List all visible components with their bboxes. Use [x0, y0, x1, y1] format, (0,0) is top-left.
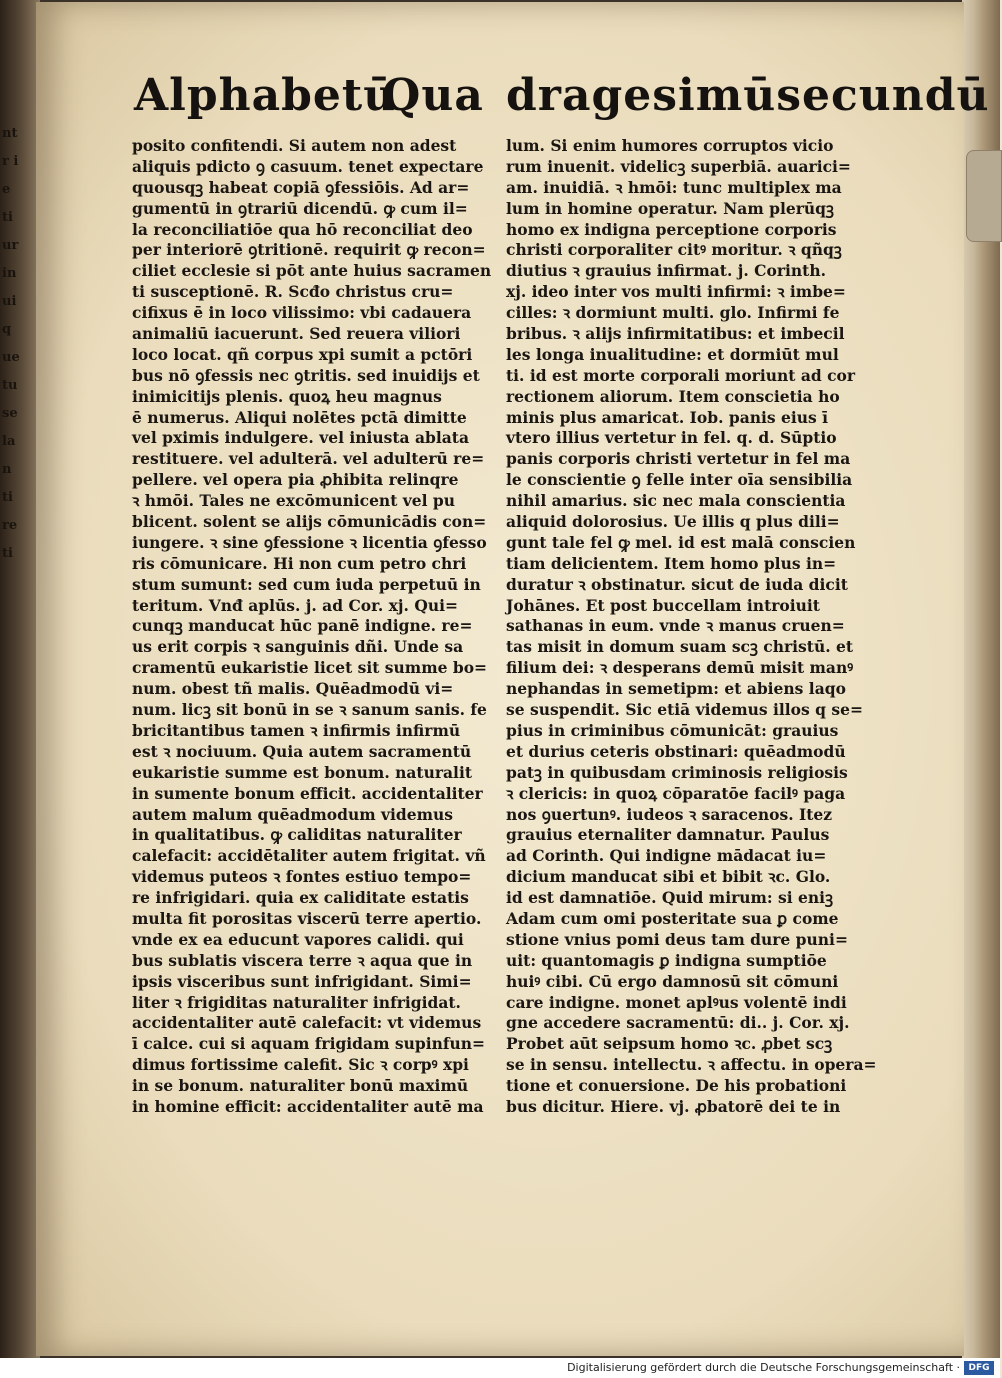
text-line: ē numerus. Aliqui nolētes pctā dimitte: [132, 407, 467, 427]
text-line: stione vnius pomi deus tam dure puni=: [506, 929, 848, 949]
text-line: christi corporaliter citꝰ moritur. ꝛ qñqꝫ: [506, 240, 842, 260]
text-line: in qualitatibus. ꝙ caliditas naturaliter: [132, 825, 462, 845]
text-line: ti. id est morte corporali moriunt ad cor: [506, 365, 856, 385]
left-text-column: [132, 136, 492, 1118]
text-line: per interiorē ꝯtritionē. requirit ꝙ recon=: [132, 240, 486, 260]
footer-bar: [0, 1358, 1000, 1378]
text-line: le conscientie ꝯ felle inter oīa sensibilia: [506, 470, 853, 490]
running-head: [134, 70, 990, 121]
text-line: minis plus amaricat. Iob. panis eius ī: [506, 407, 829, 427]
text-line: bricitantibus tamen ꝛ infirmis infirmū: [132, 720, 461, 740]
text-line: ti susceptionē. R. Scđo christus cru=: [132, 282, 454, 302]
text-line: inimicitijs plenis. quoꝝ heu magnus: [132, 386, 442, 406]
previous-page-edge: [0, 0, 40, 1358]
text-line: teritum. Vnđ aplūs. j. ad Cor. xj. Qui=: [132, 595, 458, 615]
text-line: us erit corpis ꝛ sanguinis dñi. Unde sa: [132, 637, 464, 657]
text-line: iungere. ꝛ sine ꝯfessione ꝛ licentia ꝯfesso: [132, 532, 487, 552]
text-line: ꝛ hmōi. Tales ne excōmunicent vel pu: [132, 491, 456, 511]
text-line: videmus puteos ꝛ fontes estiuo tempo=: [132, 867, 472, 887]
text-line: lum in homine operatur. Nam plerūqꝫ: [506, 198, 834, 218]
text-line: grauius eternaliter damnatur. Paulus: [506, 825, 830, 845]
text-line: aliquis pdicto ꝯ casuum. tenet expectare: [132, 156, 484, 176]
text-line: dimus fortissime calefit. Sic ꝛ corpꝰ xpi: [132, 1055, 469, 1075]
text-line: ad Corinth. Qui indigne mādacat iu=: [506, 846, 827, 866]
text-line: calefacit: accidētaliter autem frigitat. vñ: [132, 846, 486, 866]
text-line: cilles: ꝛ dormiunt multi. glo. Infirmi fe: [506, 303, 840, 323]
text-line: restituere. vel adulterā. vel adulterū re=: [132, 449, 485, 469]
text-line: bus nō ꝯfessis nec ꝯtritis. sed inuidijs et: [132, 365, 480, 385]
book-clasp: [966, 150, 1002, 242]
text-line: tiam delicientem. Item homo plus in=: [506, 553, 837, 573]
text-line: pellere. vel opera pia ꝓhibita relinqre: [132, 470, 459, 490]
text-line: tione et conuersione. De his probationi: [506, 1076, 847, 1096]
text-line: loco locat. qñ corpus xpi sumit a pctōri: [132, 344, 473, 364]
text-line: est ꝛ nociuum. Quia autem sacramentū: [132, 741, 472, 761]
running-head-middle: Qua: [382, 70, 484, 121]
text-line: care indigne. monet aplꝰus volentē indi: [506, 992, 847, 1012]
text-line: uit: quantomagis ꝑ indigna sumptiōe: [506, 950, 827, 970]
text-line: vtero illius vertetur in fel. q. d. Sūptio: [506, 428, 837, 448]
text-line: stum sumunt: sed cum iuda perpetuū in: [132, 574, 481, 594]
text-line: se in sensu. intellectu. ꝛ affectu. in opera=: [506, 1055, 877, 1075]
text-line: nos ꝯuertunꝰ. iudeos ꝛ saracenos. Itez: [506, 804, 833, 824]
text-line: cifixus ē in loco vilissimo: vbi cadauera: [132, 303, 472, 323]
text-line: ciliet ecclesie si pōt ante huius sacramen: [132, 261, 492, 281]
text-line: et durius ceteris obstinari: quēadmodū: [506, 741, 846, 761]
text-line: sathanas in eum. vnde ꝛ manus cruen=: [506, 616, 845, 636]
text-line: xj. ideo inter vos multi infirmi: ꝛ imbe=: [506, 282, 846, 302]
text-line: bus sublatis viscera terre ꝛ aqua que in: [132, 950, 473, 970]
text-line: ris cōmunicare. Hi non cum petro chri: [132, 553, 467, 573]
text-line: homo ex indigna perceptione corporis: [506, 219, 837, 239]
text-line: aliquid dolorosius. Ue illis q plus dili=: [506, 512, 840, 532]
text-line: nihil amarius. sic nec mala conscientia: [506, 491, 846, 511]
footer-credit: Digitalisierung gefördert durch die Deutsche Forschungsgemeinschaft ·: [567, 1361, 960, 1374]
text-line: blicent. solent se alijs cōmunicādis con=: [132, 512, 487, 532]
text-line: rum inuenit. videlicꝫ superbiā. auarici=: [506, 156, 851, 176]
margin-fragment: ntr ie ti ur in ui que tu se la n ti re ti: [2, 126, 20, 561]
text-line: lum. Si enim humores corruptos vicio: [506, 136, 834, 155]
text-line: diutius ꝛ grauius infirmat. j. Corinth.: [506, 261, 826, 281]
text-line: panis corporis christi vertetur in fel ma: [506, 449, 851, 469]
text-line: nephandas in semetipm: et abiens laqo: [506, 679, 846, 699]
text-line: ipsis visceribus sunt infrigidant. Simi=: [132, 971, 472, 991]
text-line: num. obest tñ malis. Quēadmodū vi=: [132, 679, 454, 699]
text-line: duratur ꝛ obstinatur. sicut de iuda dicit: [506, 574, 848, 594]
text-line: multa fit porositas viscerū terre apertio.: [132, 908, 482, 928]
text-line: rectionem aliorum. Item conscietia ho: [506, 386, 840, 406]
text-line: ꝛ clericis: in quoꝝ cōparatōe facilꝰ paga: [506, 783, 846, 803]
text-line: in sumente bonum efficit. accidentaliter: [132, 783, 483, 803]
text-line: bribus. ꝛ alijs infirmitatibus: et imbecil: [506, 324, 845, 344]
running-head-left: Alphabetū: [134, 70, 397, 121]
dfg-logo: DFG: [964, 1361, 994, 1375]
text-line: accidentaliter autē calefacit: vt videmus: [132, 1013, 482, 1033]
text-line: quousqꝫ habeat copiā ꝯfessiōis. Ad ar=: [132, 177, 470, 197]
text-line: in se bonum. naturaliter bonū maximū: [132, 1076, 469, 1096]
text-line: se suspendit. Sic etiā videmus illos q se=: [506, 700, 863, 720]
text-line: in homine efficit: accidentaliter autē ma: [132, 1096, 484, 1116]
text-line: gne accedere sacramentū: di.. j. Cor. xj.: [506, 1013, 850, 1033]
text-line: huiꝰ cibi. Cū ergo damnosū sit cōmuni: [506, 971, 839, 991]
text-line: la reconciliatiōe qua hō reconciliat deo: [132, 219, 473, 239]
text-line: num. licꝫ sit bonū in se ꝛ sanum sanis. fe: [132, 700, 487, 720]
text-line: posito confitendi. Si autem non adest: [132, 136, 457, 155]
text-line: cramentū eukaristie licet sit summe bo=: [132, 658, 488, 678]
text-line: dicium manducat sibi et bibit ꝛc. Glo.: [506, 867, 831, 887]
text-line: eukaristie summe est bonum. naturalit: [132, 762, 472, 782]
text-line: patꝫ in quibusdam criminosis religiosis: [506, 762, 848, 782]
text-line: cunqꝫ manducat hūc panē indigne. re=: [132, 616, 473, 636]
right-text-column: [506, 136, 877, 1118]
text-line: filium dei: ꝛ desperans demū misit manꝰ: [506, 658, 854, 678]
text-line: bus dicitur. Hiere. vj. ꝓbatorē dei te in: [506, 1096, 841, 1116]
running-head-right: dragesimūsecundū: [506, 70, 990, 121]
text-line: pius in criminibus cōmunicāt: grauius: [506, 720, 839, 740]
text-line: vnde ex ea educunt vapores calidi. qui: [132, 929, 464, 949]
text-line: gunt tale fel ꝙ mel. id est malā conscien: [506, 532, 856, 552]
text-line: gumentū in ꝯtrariū dicendū. ꝙ cum il=: [132, 198, 468, 218]
text-line: re infrigidari. quia ex caliditate estatis: [132, 888, 469, 908]
text-line: autem malum quēadmodum videmus: [132, 804, 454, 824]
text-line: id est damnatiōe. Quid mirum: si eniꝫ: [506, 888, 833, 908]
text-line: ī calce. cui si aquam frigidam supinfun=: [132, 1034, 486, 1054]
text-line: les longa inualitudine: et dormiūt mul: [506, 344, 839, 364]
text-line: Adam cum omi posteritate sua ꝑ come: [506, 908, 839, 928]
text-line: vel pximis indulgere. vel iniusta ablata: [132, 428, 470, 448]
text-line: tas misit in domum suam scꝫ christū. et: [506, 637, 854, 657]
text-line: Probet aūt seipsum homo ꝛc. ꝓbet scꝫ: [506, 1034, 833, 1054]
text-line: am. inuidiā. ꝛ hmōi: tunc multiplex ma: [506, 177, 842, 197]
text-line: animaliū iacuerunt. Sed reuera viliori: [132, 324, 461, 344]
text-line: liter ꝛ frigiditas naturaliter infrigidat.: [132, 992, 461, 1012]
text-line: Johānes. Et post buccellam introiuit: [506, 595, 820, 615]
